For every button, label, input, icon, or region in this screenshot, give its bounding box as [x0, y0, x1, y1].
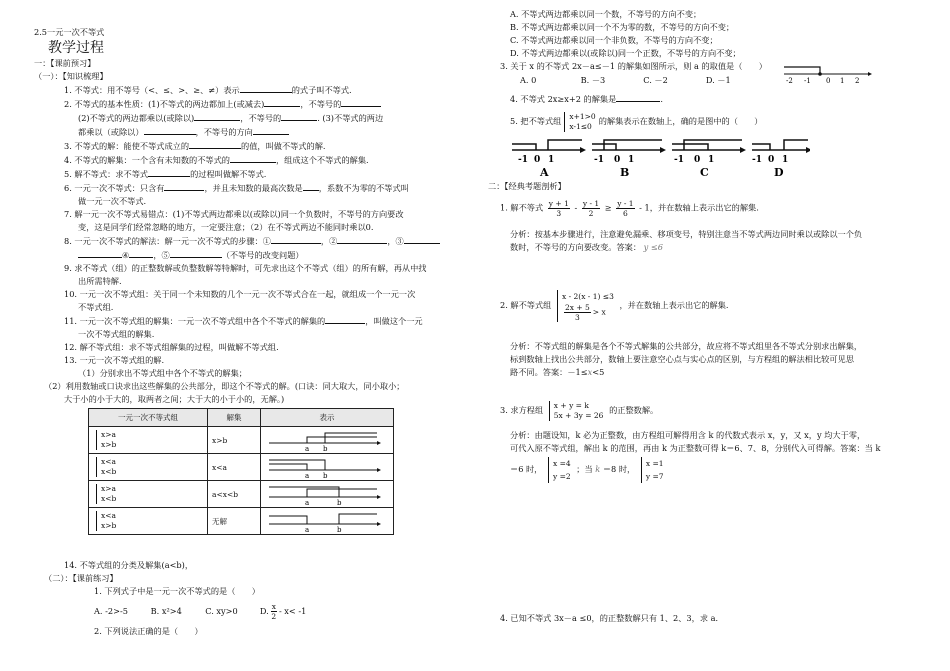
svg-text:0: 0: [614, 155, 621, 165]
svg-text:1: 1: [708, 155, 715, 165]
svg-text:C: C: [700, 166, 709, 178]
answer-blank[interactable]: [129, 248, 153, 258]
svg-text:-1: -1: [752, 155, 762, 165]
svg-text:-1: -1: [518, 155, 528, 165]
q5-answer-diagrams: [510, 136, 810, 178]
svg-text:-2: -2: [786, 77, 793, 84]
table-row: [89, 427, 394, 454]
svg-text:0: 0: [768, 155, 775, 165]
system-brace: x<a x>b: [96, 511, 116, 531]
answer-blank[interactable]: [148, 167, 190, 177]
example-1-answer: 数时，不等号的方向要改变。答案： y ≤6: [510, 242, 663, 252]
number-line-diagram: [265, 510, 381, 532]
svg-text:0: 0: [694, 155, 701, 165]
answer-blank[interactable]: [240, 83, 292, 93]
answer-blank[interactable]: [337, 234, 387, 244]
number-line-diagram: [265, 483, 381, 505]
right-column: [488, 0, 920, 623]
option-2b[interactable]: B. 不等式两边都乘以同一个不为零的数，不等号的方向不变；: [510, 22, 735, 32]
item-11: 11. 一元一次不等式组的解集：一元一次不等式组中各个不等式的解集的 ，叫做这个一元: [64, 316, 423, 326]
item-7: 7. 解一元一次不等式易错点：(1)不等式两边都乘以(或除以)同一个负数时，不等号的方向要改: [64, 209, 404, 219]
svg-text:b: b: [337, 526, 342, 532]
svg-text:b: b: [323, 445, 328, 451]
example-2-analysis: 分析：不等式组的解集是各个不等式解集的公共部分，故应将不等式组里各不等式分别求出解集，: [510, 341, 863, 351]
page-title: 教学过程: [48, 40, 104, 56]
part2-heading: 二：【经典考题剖析】: [488, 181, 566, 191]
item-3: 3. 不等式的解：能使不等式成立的 的值，叫做不等式的解.: [64, 141, 326, 151]
option-2d[interactable]: D. 不等式两边都乘以(或除以)同一个正数，不等号的方向不变；: [510, 48, 741, 58]
svg-text:0: 0: [534, 155, 541, 165]
option-c[interactable]: C. －2: [643, 75, 668, 85]
example-3-answer: ＝6 时， x =4 y =2 ；当 k ＝8 时， x =1 y =7: [510, 459, 664, 481]
example-1-analysis: 分析：按基本步骤进行，注意避免漏乘、移项变号，特别注意当不等式两边同时乘以或除以一个负: [510, 229, 863, 239]
question-3: 3. 关于 x 的不等式 2x－a≤－1 的解集如图所示，则 a 的取值是（ ）: [500, 61, 767, 71]
item-10-cont: 不等式组.: [78, 302, 114, 312]
practice-1-options: [34, 602, 474, 621]
example-1: 1. 解不等式 $\frac{y + 1}{3}$ - $\frac{y - 1}{2}$ ≥ $\frac{y - 1}{6}$ - 1，并在数轴上表示出它的解集.: [500, 199, 759, 218]
option-b[interactable]: B. －3: [580, 75, 606, 85]
answer-blank[interactable]: [194, 111, 240, 121]
item-5: 5. 解不等式：求不等式 的过程叫做解不等式.: [64, 169, 267, 179]
question-4: 4. 不等式 2x≥x+2 的解集是 .: [510, 94, 663, 104]
answer-blank[interactable]: [616, 92, 660, 102]
table-header: 解集: [208, 409, 261, 427]
inequality-system-table: [88, 408, 394, 535]
example-3-analysis-cont: 可代入原不等式组，解出 k 的范围，再由 k 为正整数可得 k＝6、7、8，分别代入可得解。答案：当 k: [510, 443, 881, 453]
diagram-c: [672, 140, 746, 178]
solution-cell: 无解: [208, 508, 261, 535]
example-4: 4. 已知不等式 3x－a ≤0，的正整数解只有 1、2、3，求 a．: [500, 613, 724, 623]
system-brace: x>a x<b: [96, 484, 116, 504]
svg-text:2: 2: [855, 77, 860, 84]
practice-2: 2. 下列说法正确的是（ ）: [94, 626, 203, 636]
item-11-cont: 一次不等式组的解集.: [78, 329, 155, 339]
answer-blank[interactable]: [230, 153, 276, 163]
example-3-analysis: 分析：由题设知，k 必为正整数，由方程组可解得用含 k 的代数式表示 x，y，又 x，y 均大于零，: [510, 430, 866, 440]
answer-blank[interactable]: [325, 314, 365, 324]
example-3: 3. 求方程组 x + y = k 5x + 3y = 26 的正整数解。: [500, 401, 659, 420]
item-9: 9. 求不等式（组）的正整数解或负整数解等特解时，可先求出这个不等式（组）的所有解，再从中找: [64, 263, 427, 273]
table-row: [89, 481, 394, 508]
system-brace: x<a x<b: [96, 457, 116, 477]
svg-text:-1: -1: [804, 77, 811, 84]
item-8-cont: ④ ，⑤ （不等号的改变问题）: [34, 248, 474, 262]
svg-text:A: A: [540, 166, 549, 178]
item-7-cont: 变，这是同学们经常忽略的地方，一定要注意；（2）在不等式两边不能同时乘以0.: [78, 222, 374, 232]
diagram-b: [592, 140, 666, 178]
answer-blank[interactable]: [170, 248, 222, 258]
answer-blank[interactable]: [281, 111, 317, 121]
option-2a[interactable]: A. 不等式两边都乘以同一个数，不等号的方向不变；: [510, 9, 702, 19]
item-6-cont: 做一元一次不等式.: [78, 196, 147, 206]
table-row: [89, 508, 394, 535]
item-1: 1. 不等式：用不等号（<、≤、>、≥、≠）表示 的式子叫不等式.: [64, 85, 352, 95]
q3-number-line: [782, 58, 872, 84]
svg-text:a: a: [305, 445, 310, 451]
answer-blank[interactable]: [404, 234, 440, 244]
item-2-cont: (2)不等式的两边都乘以(或除以) ，不等号的 . (3)不等式的两边: [78, 113, 384, 123]
item-10: 10. 一元一次不等式组：关于同一个未知数的几个一元一次不等式合在一起，就组成一个一元一次: [64, 289, 416, 299]
answer-blank[interactable]: [303, 181, 319, 191]
example-2-analysis-cont: 标到数轴上找出公共部分，数轴上要注意空心点与实心点的区别，与方程组的解法相比较可见思: [510, 354, 854, 364]
option-2c[interactable]: C. 不等式两边都乘以同一个非负数，不等号的方向不变；: [510, 35, 718, 45]
option-d[interactable]: D. －1: [705, 75, 731, 85]
item-2: 2. 不等式的基本性质：(1)不等式的两边都加上(或减去) ，不等号的: [34, 97, 474, 111]
answer-blank[interactable]: [189, 139, 241, 149]
answer-blank[interactable]: [164, 181, 204, 191]
option-d[interactable]: D. $\frac{x}{2}$ - x< -1: [259, 602, 307, 621]
answer-blank[interactable]: [271, 234, 321, 244]
number-line-diagram: [265, 456, 381, 478]
svg-text:a: a: [305, 499, 310, 505]
item-13: 13. 一元一次不等式组的解.: [64, 355, 165, 365]
svg-text:1: 1: [548, 155, 555, 165]
svg-text:a: a: [305, 526, 310, 532]
answer-blank[interactable]: [341, 97, 381, 107]
solution-cell: x<a: [208, 454, 261, 481]
option-b[interactable]: B. x²>4: [150, 605, 182, 616]
svg-text:b: b: [337, 499, 342, 505]
system-brace: x>a x>b: [96, 430, 116, 450]
option-a[interactable]: A. 0: [520, 75, 537, 85]
table-header: 一元一次不等式组: [89, 409, 208, 427]
svg-text:-1: -1: [674, 155, 684, 165]
left-column: [34, 0, 474, 638]
item-14: 14. 不等式组的分类及解集(a<b)，: [64, 560, 194, 570]
item-2-cont2: 都乘以（或除以） ，不等号的方向: [34, 125, 474, 139]
subsection2-heading: （二）：【课前练习】: [44, 573, 118, 583]
diagram-d: [752, 140, 810, 178]
item-4: 4. 不等式的解集：一个含有未知数的不等式的 ，组成这个不等式的解集.: [64, 155, 369, 165]
table-row: [89, 454, 394, 481]
answer-blank[interactable]: [264, 97, 300, 107]
solution-cell: x>b: [208, 427, 261, 454]
item-9-cont: 出所需特解.: [78, 276, 122, 286]
part1-heading: 一：【课前预习】: [34, 58, 96, 68]
item-6: 6. 一元一次不等式：只含有 ，并且未知数的最高次数是 ，系数不为零的不等式叫: [64, 183, 409, 193]
svg-text:a: a: [305, 472, 310, 478]
item-13-step2: （2）利用数轴或口诀求出这些解集的公共部分，即这个不等式的解。(口诀：同大取大，同小取小；: [44, 381, 405, 391]
item-12: 12. 解不等式组：求不等式组解集的过程，叫做解不等式组.: [64, 342, 279, 352]
svg-text:0: 0: [826, 77, 831, 84]
section-heading: 2.5一元一次不等式: [34, 27, 105, 37]
solution-cell: a<x<b: [208, 481, 261, 508]
item-13-step1: （1）分别求出不等式组中各个不等式的解集；: [78, 368, 247, 378]
question-5: 5. 把不等式组 x+1>0 x-1≤0 的解集表示在数轴上，确的是图中的（ ）: [510, 112, 763, 131]
option-a[interactable]: A. -2>-5: [94, 605, 128, 616]
answer-blank[interactable]: [78, 248, 122, 258]
svg-text:b: b: [323, 472, 328, 478]
svg-text:B: B: [620, 166, 630, 178]
option-c[interactable]: C. xy>0: [205, 605, 238, 616]
q3-options: [510, 74, 731, 87]
item-8: 8. 一元一次不等式的解法：解一元一次不等式的步骤：① ，② ，③: [34, 234, 474, 248]
example-2: 2. 解不等式组 x - 2(x - 1) ≤3 $\frac{2x + 5}{3}$ > x ，并在数轴上表示出它的解集.: [500, 292, 729, 322]
practice-1: 1. 下列式子中是一元一次不等式的是（ ）: [94, 586, 260, 596]
svg-text:1: 1: [628, 155, 635, 165]
svg-text:D: D: [774, 166, 784, 178]
item-13-rule: 大于小的小于大的，取两者之间；大于大的小于小的，无解。): [64, 394, 285, 404]
table-header: 表示: [261, 409, 394, 427]
svg-text:1: 1: [782, 155, 789, 165]
answer-blank[interactable]: [144, 125, 196, 135]
diagram-a: [512, 140, 586, 178]
answer-blank[interactable]: [253, 125, 289, 135]
example-2-answer: 路不同。答案：－1≤x<5: [510, 367, 605, 377]
svg-text:-1: -1: [594, 155, 604, 165]
number-line-diagram: [265, 429, 381, 451]
subsection1-heading: （一）：【知识梳理】: [34, 71, 108, 81]
svg-text:1: 1: [840, 77, 845, 84]
